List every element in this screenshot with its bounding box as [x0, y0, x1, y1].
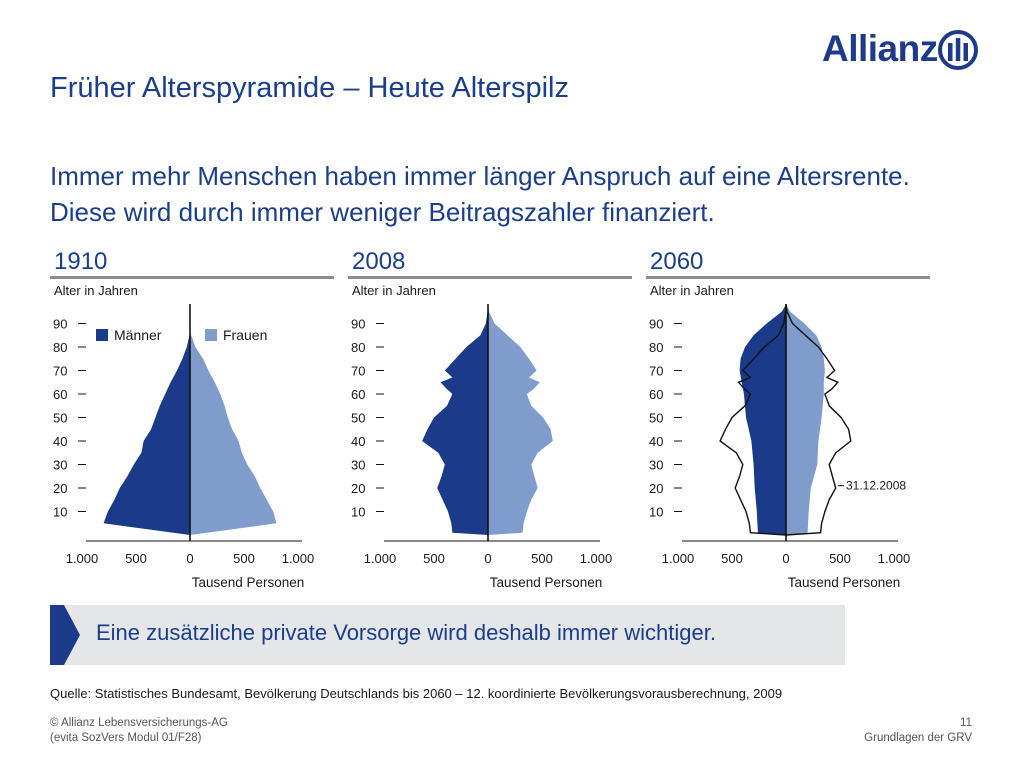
page-subtitle: Immer mehr Menschen haben immer länger Anspruch auf eine Altersrente. Diese wird durch immer weniger Beitragszahler finanziert. — [50, 161, 910, 227]
x-tick-label: 0 — [782, 551, 790, 566]
x-tick-label: 1.000 — [579, 551, 613, 566]
panel-divider — [50, 276, 334, 279]
x-tick-label: 500 — [423, 551, 445, 566]
panel-divider — [646, 276, 930, 279]
allianz-logo — [822, 26, 982, 72]
y-tick-label: 80 — [649, 340, 664, 355]
y-tick-label: 20 — [351, 481, 366, 496]
y-tick-label: 70 — [649, 363, 664, 379]
y-tick-label: 50 — [351, 410, 366, 426]
x-tick-label: 1.000 — [877, 551, 911, 566]
y-tick-label: 70 — [53, 363, 68, 379]
footer-right — [864, 716, 972, 746]
page-number: 11 — [960, 717, 972, 729]
pyramid-panel-1910 — [50, 248, 340, 593]
pyramid-panel-2060 — [646, 248, 936, 593]
panel-year: 1910 — [54, 248, 108, 275]
legend-label-frauen: Frauen — [223, 327, 268, 343]
banner-text: Eine zusätzliche private Vorsorge wird deshalb immer wichtiger. — [96, 620, 716, 645]
y-axis-label: Alter in Jahren — [650, 283, 734, 298]
maenner-area — [422, 305, 488, 535]
x-tick-label: 1.000 — [363, 551, 397, 566]
y-tick-label: 50 — [649, 410, 664, 426]
maenner-area — [104, 328, 190, 535]
logo-wordmark: Allianz — [822, 28, 938, 69]
legend-swatch-frauen — [205, 329, 217, 341]
y-tick-label: 90 — [351, 316, 366, 332]
y-tick-label: 50 — [53, 410, 68, 426]
y-tick-label: 30 — [53, 457, 68, 473]
pyramid-chart-1910 — [50, 282, 340, 593]
chevron-right-icon — [50, 605, 80, 665]
x-tick-label: 0 — [484, 551, 492, 566]
panel-year: 2008 — [352, 248, 406, 275]
footer-reference: (evita SozVers Modul 01/F28) — [50, 732, 202, 744]
allianz-eagle-icon — [937, 29, 979, 71]
source-note: Quelle: Statistisches Bundesamt, Bevölkerung Deutschlands bis 2060 – 12. koordinierte Bevölkerungsvorausberechnung, 2009 — [50, 686, 783, 701]
y-tick-label: 90 — [649, 316, 664, 332]
conclusion-banner — [50, 605, 845, 665]
x-tick-label: 500 — [531, 551, 553, 566]
x-tick-label: 1.000 — [661, 551, 695, 566]
x-tick-label: 1.000 — [65, 551, 99, 566]
footer-copyright: © Allianz Lebensversicherungs-AG — [50, 717, 228, 729]
legend-label-maenner: Männer — [114, 327, 162, 343]
y-tick-label: 60 — [351, 387, 366, 402]
x-axis-label: Tausend Personen — [191, 575, 305, 590]
y-tick-label: 80 — [351, 340, 366, 355]
footer-section: Grundlagen der GRV — [864, 732, 972, 744]
x-tick-label: 500 — [233, 551, 255, 566]
panel-year: 2060 — [650, 248, 704, 275]
y-tick-label: 80 — [53, 340, 68, 355]
y-tick-label: 10 — [53, 504, 68, 520]
x-tick-label: 500 — [721, 551, 743, 566]
y-tick-label: 40 — [53, 434, 68, 449]
x-tick-label: 500 — [125, 551, 147, 566]
y-tick-label: 30 — [351, 457, 366, 473]
footer-left — [50, 716, 228, 746]
y-tick-label: 10 — [649, 504, 664, 520]
frauen-area — [488, 305, 553, 535]
frauen-area — [190, 328, 276, 535]
y-tick-label: 60 — [53, 387, 68, 402]
pyramid-chart-2008 — [348, 282, 638, 593]
y-axis-label: Alter in Jahren — [54, 283, 138, 298]
annotation-label: 31.12.2008 — [846, 478, 907, 493]
x-tick-label: 0 — [186, 551, 194, 566]
y-tick-label: 40 — [351, 434, 366, 449]
frauen-area — [786, 305, 825, 535]
y-tick-label: 30 — [649, 457, 664, 473]
y-tick-label: 60 — [649, 387, 664, 402]
x-tick-label: 500 — [829, 551, 851, 566]
y-tick-label: 70 — [351, 363, 366, 379]
x-axis-label: Tausend Personen — [787, 575, 901, 590]
page-title: Früher Alterspyramide – Heute Alterspilz — [50, 72, 569, 104]
legend-swatch-maenner — [96, 329, 108, 341]
y-tick-label: 20 — [53, 481, 68, 496]
y-tick-label: 20 — [649, 481, 664, 496]
panel-divider — [348, 276, 632, 279]
y-tick-label: 40 — [649, 434, 664, 449]
maenner-area — [740, 305, 786, 535]
x-axis-label: Tausend Personen — [489, 575, 603, 590]
y-tick-label: 90 — [53, 316, 68, 332]
y-axis-label: Alter in Jahren — [352, 283, 436, 298]
pyramid-chart-2060 — [646, 282, 936, 593]
y-tick-label: 10 — [351, 504, 366, 520]
x-tick-label: 1.000 — [281, 551, 315, 566]
pyramid-panel-2008 — [348, 248, 638, 593]
